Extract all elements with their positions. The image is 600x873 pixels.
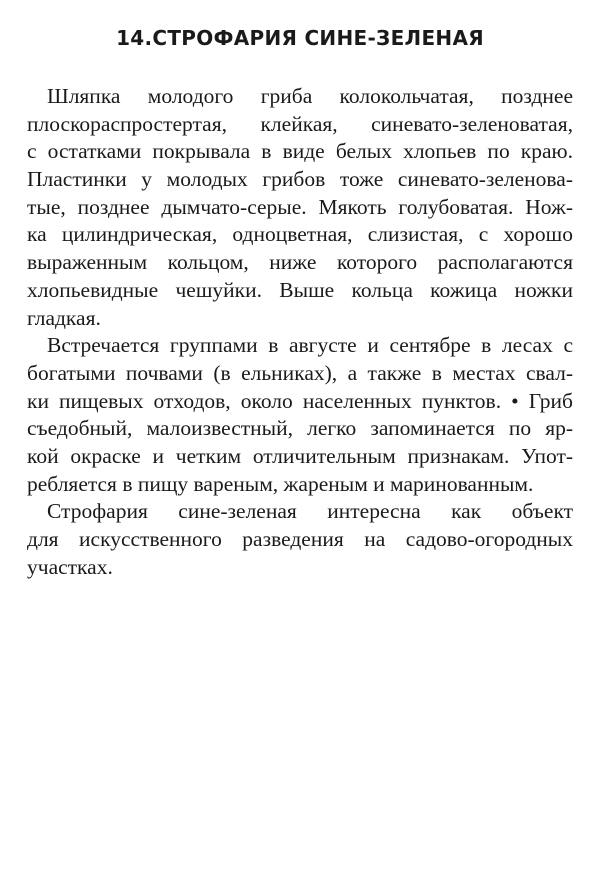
text-line: Пластинки у молодых грибов тоже синевато-зеленова- xyxy=(27,167,573,192)
text-line: выраженным кольцом, ниже которого располагаются xyxy=(27,250,573,275)
paragraph-1 xyxy=(27,83,573,332)
text-line: ка цилиндрическая, одноцветная, слизистая, с хорошо xyxy=(27,222,573,247)
text-line: участках. xyxy=(27,554,113,579)
page-title: 14.СТРОФАРИЯ СИНЕ-ЗЕЛЕНАЯ xyxy=(116,26,484,50)
text-line: хлопьевидные чешуйки. Выше кольца кожица ножки xyxy=(27,277,573,302)
text-line: богатыми почвами (в ельниках), а также в местах свал- xyxy=(27,360,573,385)
paragraph-2 xyxy=(27,332,573,498)
article-body xyxy=(27,83,573,581)
text-line: кой окраске и четким отличительным признакам. Упот- xyxy=(27,443,573,468)
text-line: для искусственного разведения на садово-огородных xyxy=(27,527,573,551)
paragraph-3 xyxy=(27,498,573,581)
text-line: Шляпка молодого гриба колокольчатая, позднее xyxy=(47,84,573,108)
text-line: гладкая. xyxy=(27,305,101,330)
text-line: плоскораспростертая, клейкая, синевато-зеленоватая, xyxy=(27,111,573,136)
text-line: Строфария сине-зеленая интересна как объект xyxy=(47,499,573,524)
text-line: съедобный, малоизвестный, легко запоминается по яр- xyxy=(27,416,573,441)
text-line: ки пищевых отходов, около населенных пунктов. • Гриб xyxy=(27,388,573,413)
text-line: с остатками покрывала в виде белых хлопьев по краю. xyxy=(27,139,573,164)
text-line: Встречается группами в августе и сентябре в лесах с xyxy=(47,333,573,358)
text-line: тые, позднее дымчато-серые. Мякоть голубоватая. Нож- xyxy=(27,194,573,219)
text-line: ребляется в пищу вареным, жареным и маринованным. xyxy=(27,471,534,496)
